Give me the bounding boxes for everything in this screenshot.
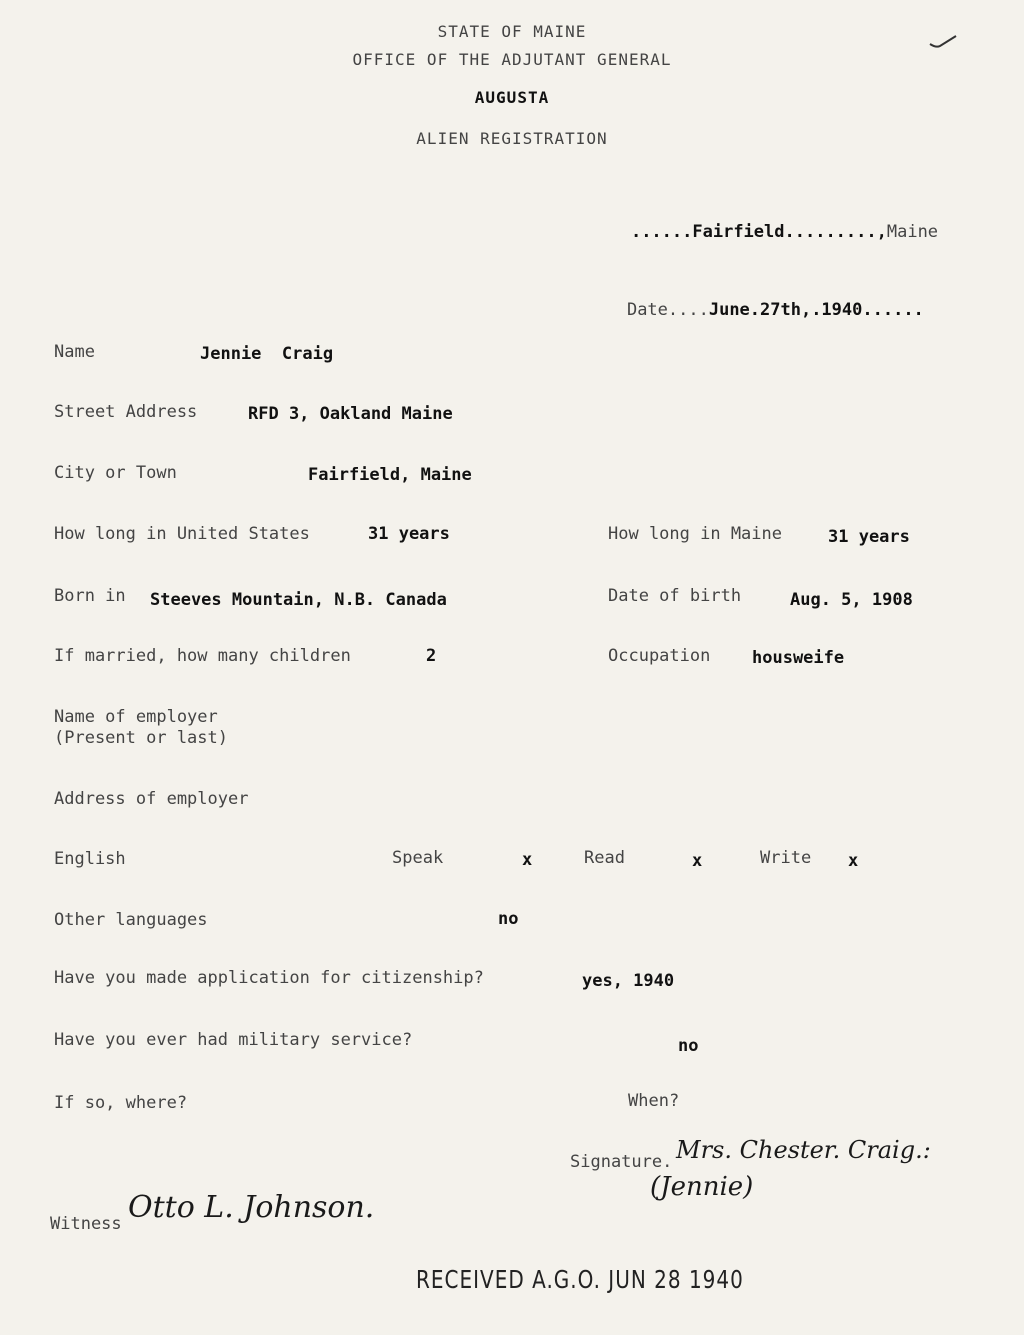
us-duration-value: 31 years bbox=[368, 524, 450, 544]
signature-handwriting: Mrs. Chester. Craig.: bbox=[676, 1136, 931, 1164]
where-label: If so, where? bbox=[54, 1093, 188, 1113]
location-state: Maine bbox=[886, 222, 939, 242]
maine-duration-value: 31 years bbox=[828, 527, 910, 547]
form-title: ALIEN REGISTRATION bbox=[416, 129, 608, 148]
born-label: Born in bbox=[54, 586, 126, 606]
english-label: English bbox=[54, 849, 126, 869]
read-mark: x bbox=[692, 851, 703, 871]
children-label: If married, how many children bbox=[54, 646, 351, 666]
employer-sublabel: (Present or last) bbox=[54, 728, 228, 748]
born-value: Steeves Mountain, N.B. Canada bbox=[150, 590, 447, 610]
date-line bbox=[586, 280, 924, 340]
name-value: Jennie Craig bbox=[200, 344, 334, 364]
write-label: Write bbox=[760, 848, 812, 868]
header-state: STATE OF MAINE bbox=[437, 22, 587, 41]
citizenship-label: Have you made application for citizenship? bbox=[54, 968, 484, 988]
citizenship-value: yes, 1940 bbox=[582, 971, 675, 991]
city-label: City or Town bbox=[54, 463, 177, 483]
military-value: no bbox=[678, 1036, 699, 1056]
street-label: Street Address bbox=[54, 402, 198, 422]
military-label: Have you ever had military service? bbox=[54, 1030, 413, 1050]
when-label: When? bbox=[628, 1091, 680, 1111]
signature-label: Signature. bbox=[570, 1152, 673, 1172]
date-value: June.27th,.1940 bbox=[708, 300, 863, 320]
location-town: Fairfield bbox=[692, 222, 785, 242]
other-languages-value: no bbox=[498, 909, 519, 929]
witness-signature: Otto L. Johnson. bbox=[128, 1190, 375, 1225]
header-city: AUGUSTA bbox=[474, 88, 550, 107]
header-office: OFFICE OF THE ADJUTANT GENERAL bbox=[352, 50, 672, 69]
received-stamp: RECEIVED A.G.O. JUN 28 1940 bbox=[416, 1264, 744, 1294]
maine-duration-label: How long in Maine bbox=[608, 524, 782, 544]
date-trail: ...... bbox=[862, 300, 924, 320]
location-line bbox=[590, 202, 938, 262]
witness-label: Witness bbox=[50, 1214, 122, 1234]
employer-label: Name of employer bbox=[54, 707, 218, 727]
city-value: Fairfield, Maine bbox=[308, 465, 472, 485]
location-prefix: ...... bbox=[630, 222, 693, 242]
signature-handwriting-second-line: (Jennie) bbox=[650, 1172, 754, 1202]
occupation-label: Occupation bbox=[608, 646, 711, 666]
us-duration-label: How long in United States bbox=[54, 524, 310, 544]
location-suffix: ........., bbox=[784, 222, 887, 242]
name-label: Name bbox=[54, 342, 95, 362]
speak-mark: x bbox=[522, 850, 533, 870]
dob-value: Aug. 5, 1908 bbox=[790, 590, 913, 610]
street-value: RFD 3, Oakland Maine bbox=[248, 404, 453, 424]
write-mark: x bbox=[848, 851, 859, 871]
speak-label: Speak bbox=[392, 848, 444, 868]
employer-address-label: Address of employer bbox=[54, 789, 249, 809]
read-label: Read bbox=[584, 848, 625, 868]
occupation-value: housweife bbox=[752, 648, 845, 668]
children-value: 2 bbox=[426, 646, 437, 666]
other-languages-label: Other languages bbox=[54, 910, 208, 930]
date-label: Date.... bbox=[626, 300, 709, 320]
dob-label: Date of birth bbox=[608, 586, 742, 606]
